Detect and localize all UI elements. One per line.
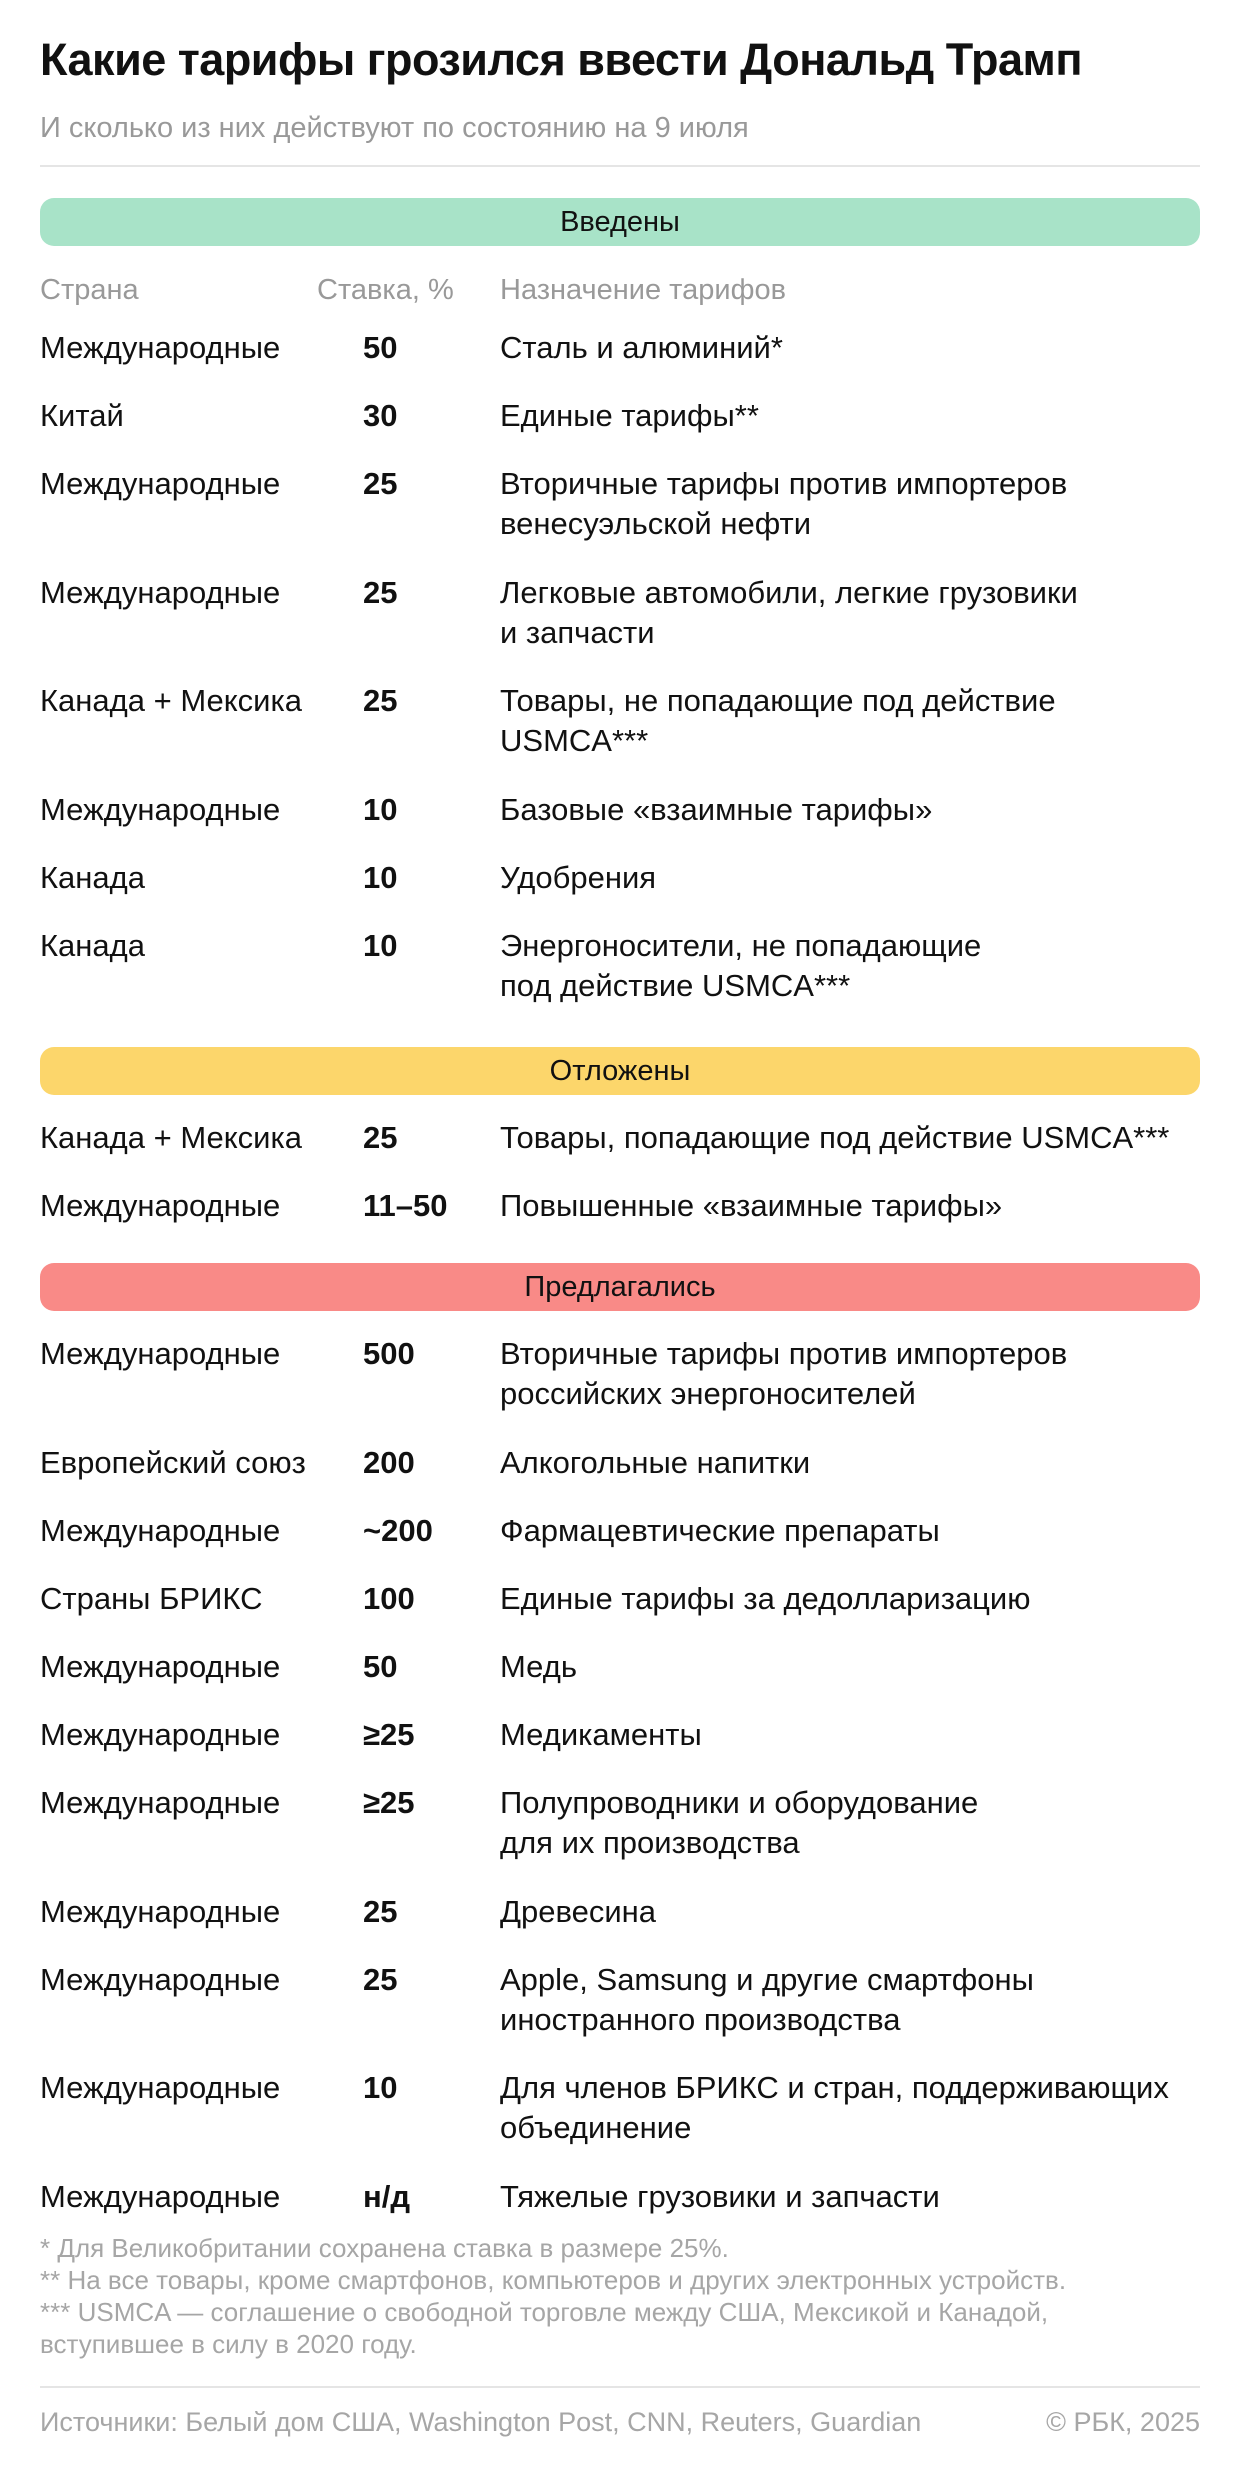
footnote: ** На все товары, кроме смартфонов, компьютеров и других электронных устройств.: [40, 2265, 1067, 2295]
country-cell: Международные: [40, 1188, 281, 1223]
country-cell: Международные: [40, 330, 281, 365]
rate-cell: 25: [363, 1120, 398, 1155]
country-cell: Китай: [40, 398, 124, 433]
footnote: вступившее в силу в 2020 году.: [40, 2329, 417, 2359]
purpose-cell: [500, 464, 1205, 544]
purpose-cell: [500, 1960, 1205, 2040]
rate-cell: 25: [363, 1894, 398, 1929]
purpose-cell: [500, 858, 1205, 898]
country-cell: Международные: [40, 1785, 281, 1820]
section-band-proposed: Предлагались: [40, 1263, 1200, 1311]
column-header-rate: Ставка, %: [317, 274, 454, 306]
purpose-line: USMCA***: [500, 723, 649, 758]
column-header-country: Страна: [40, 274, 139, 306]
purpose-line: иностранного производства: [500, 2002, 901, 2037]
purpose-cell: [500, 1647, 1205, 1687]
page-subtitle: И сколько из них действуют по состоянию на 9 июля: [40, 112, 749, 144]
rate-cell: 200: [363, 1445, 415, 1480]
purpose-cell: [500, 328, 1205, 368]
purpose-line: Алкогольные напитки: [500, 1445, 811, 1480]
country-cell: Международные: [40, 575, 281, 610]
country-cell: Канада + Мексика: [40, 683, 302, 718]
purpose-line: Легковые автомобили, легкие грузовики: [500, 575, 1078, 610]
rate-cell: 25: [363, 683, 398, 718]
purpose-cell: [500, 1892, 1205, 1932]
purpose-line: Товары, не попадающие под действие: [500, 683, 1056, 718]
purpose-line: Единые тарифы за дедолларизацию: [500, 1581, 1031, 1616]
country-cell: Международные: [40, 1894, 281, 1929]
header-divider: [40, 165, 1200, 167]
purpose-cell: [500, 1334, 1205, 1414]
rate-cell: 500: [363, 1336, 415, 1371]
rate-cell: 10: [363, 860, 398, 895]
purpose-line: Медикаменты: [500, 1717, 702, 1752]
country-cell: Международные: [40, 2070, 281, 2105]
purpose-line: Полупроводники и оборудование: [500, 1785, 979, 1820]
rate-cell: 30: [363, 398, 398, 433]
purpose-line: под действие USMCA***: [500, 968, 851, 1003]
country-cell: Международные: [40, 466, 281, 501]
purpose-cell: [500, 1186, 1205, 1226]
purpose-line: Удобрения: [500, 860, 657, 895]
purpose-cell: [500, 2068, 1205, 2148]
purpose-line: и запчасти: [500, 615, 655, 650]
rate-cell: 10: [363, 928, 398, 963]
rate-cell: 50: [363, 330, 398, 365]
country-cell: Международные: [40, 2179, 281, 2214]
country-cell: Международные: [40, 1962, 281, 1997]
rate-cell: 10: [363, 792, 398, 827]
country-cell: Международные: [40, 1717, 281, 1752]
purpose-line: Вторичные тарифы против импортеров: [500, 1336, 1068, 1371]
section-band-postponed: Отложены: [40, 1047, 1200, 1095]
purpose-line: Тяжелые грузовики и запчасти: [500, 2179, 940, 2214]
purpose-line: Вторичные тарифы против импортеров: [500, 466, 1068, 501]
country-cell: Канада: [40, 928, 145, 963]
purpose-line: Медь: [500, 1649, 577, 1684]
sources-text: Источники: Белый дом США, Washington Post, CNN, Reuters, Guardian: [40, 2407, 922, 2437]
purpose-cell: [500, 1118, 1205, 1158]
purpose-cell: [500, 396, 1205, 436]
country-cell: Европейский союз: [40, 1445, 306, 1480]
purpose-cell: [500, 1443, 1205, 1483]
purpose-line: Сталь и алюминий*: [500, 330, 783, 365]
rate-cell: ≥25: [363, 1785, 415, 1820]
purpose-line: Товары, попадающие под действие USMCA***: [500, 1120, 1170, 1155]
country-cell: Международные: [40, 1513, 281, 1548]
rate-cell: ~200: [363, 1513, 433, 1548]
purpose-line: объединение: [500, 2110, 692, 2145]
rate-cell: 25: [363, 466, 398, 501]
purpose-cell: [500, 2177, 1205, 2217]
purpose-line: российских энергоносителей: [500, 1376, 916, 1411]
purpose-line: Apple, Samsung и другие смартфоны: [500, 1962, 1034, 1997]
rate-cell: 11–50: [363, 1188, 448, 1223]
purpose-cell: [500, 1715, 1205, 1755]
purpose-line: Повышенные «взаимные тарифы»: [500, 1188, 1003, 1223]
country-cell: Международные: [40, 1649, 281, 1684]
rate-cell: 25: [363, 575, 398, 610]
purpose-line: для их производства: [500, 1825, 800, 1860]
column-header-purpose: Назначение тарифов: [500, 274, 786, 306]
country-cell: Международные: [40, 1336, 281, 1371]
footer-divider: [40, 2386, 1200, 2388]
rate-cell: 25: [363, 1962, 398, 1997]
purpose-cell: [500, 1783, 1205, 1863]
rate-cell: ≥25: [363, 1717, 415, 1752]
purpose-cell: [500, 790, 1205, 830]
page-title: Какие тарифы грозился ввести Дональд Трамп: [40, 34, 1082, 85]
purpose-line: Единые тарифы**: [500, 398, 759, 433]
purpose-line: Фармацевтические препараты: [500, 1513, 940, 1548]
purpose-line: Древесина: [500, 1894, 657, 1929]
footnotes: [40, 2232, 1200, 2360]
purpose-line: Для членов БРИКС и стран, поддерживающих: [500, 2070, 1169, 2105]
country-cell: Канада: [40, 860, 145, 895]
purpose-line: Базовые «взаимные тарифы»: [500, 792, 933, 827]
purpose-cell: [500, 681, 1205, 761]
copyright-text: © РБК, 2025: [1046, 2407, 1200, 2437]
purpose-cell: [500, 573, 1205, 653]
rate-cell: 10: [363, 2070, 398, 2105]
purpose-line: венесуэльской нефти: [500, 506, 812, 541]
rate-cell: н/д: [363, 2179, 411, 2214]
purpose-cell: [500, 1579, 1205, 1619]
rate-cell: 50: [363, 1649, 398, 1684]
rate-cell: 100: [363, 1581, 415, 1616]
purpose-cell: [500, 926, 1205, 1006]
footnote: * Для Великобритании сохранена ставка в размере 25%.: [40, 2233, 729, 2263]
purpose-line: Энергоносители, не попадающие: [500, 928, 982, 963]
country-cell: Международные: [40, 792, 281, 827]
country-cell: Страны БРИКС: [40, 1581, 263, 1616]
section-band-introduced: Введены: [40, 198, 1200, 246]
footnote: *** USMCA — соглашение о свободной торговле между США, Мексикой и Канадой,: [40, 2297, 1049, 2327]
purpose-cell: [500, 1511, 1205, 1551]
country-cell: Канада + Мексика: [40, 1120, 302, 1155]
